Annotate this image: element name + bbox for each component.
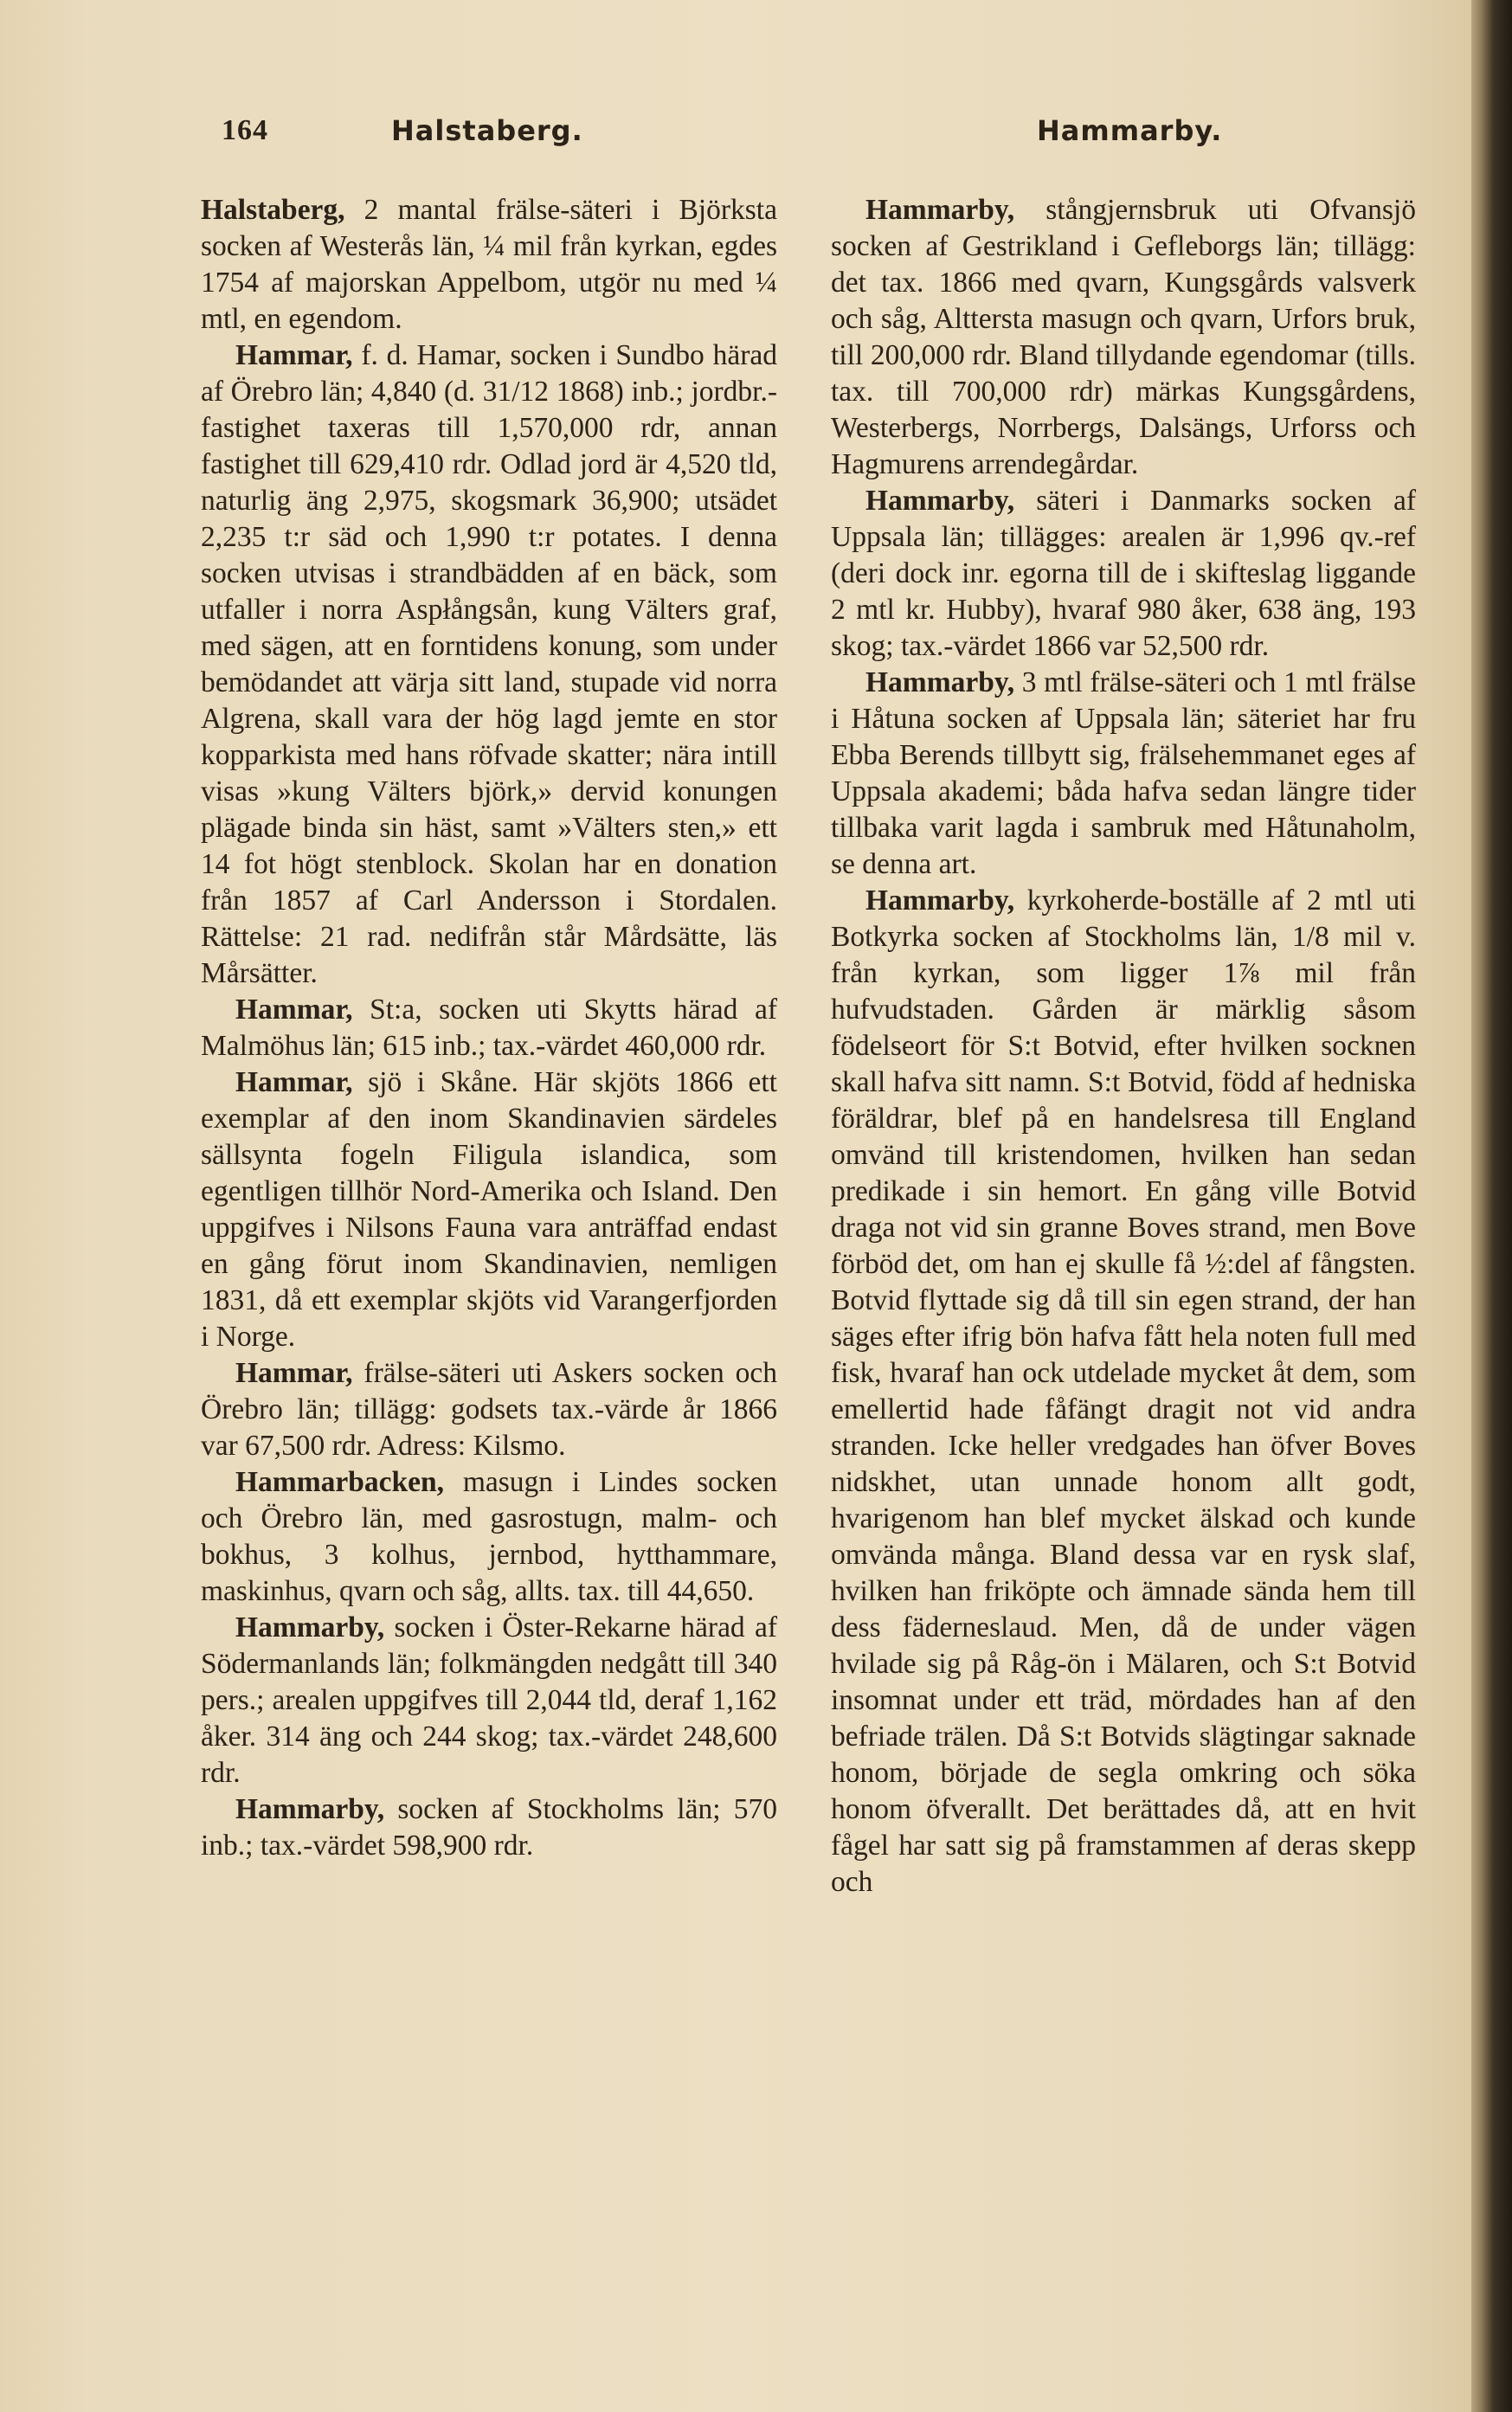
entry-term: Hammarby,: [865, 485, 1015, 517]
entry-text: 3 mtl frälse-säteri och 1 mtl frälse i Håtuna socken af Uppsala län; säteriet har fru Ebba Berends tillbytt sig, frälsehemmanet eges af Uppsala akademi; båda hafva sedan längre tider tillbaka varit lagda i sambruk med Håtunaholm, se denna art.: [831, 666, 1416, 880]
entry-term: Hammarby,: [865, 194, 1015, 226]
entry-text: frälse-säteri uti Askers socken och Örebro län; tillägg: godsets tax.-värde år 1866 var 67,500 rdr. Adress: Kilsmo.: [201, 1357, 777, 1462]
entry-hammar-sundbo: [201, 338, 777, 992]
entry-term: Hammarbacken,: [235, 1466, 444, 1498]
entry-hammar-skytts: [201, 992, 777, 1064]
entry-hammarby-bruk: [831, 192, 1416, 483]
entry-text: masugn i Lindes socken och Örebro län, med gasrostugn, malm- och bokhus, 3 kolhus, jernbod, hytthammare, maskinhus, qvarn och såg, allts. tax. till 44,650.: [201, 1466, 777, 1607]
entry-hammarby-botkyrka: [831, 883, 1416, 1901]
entry-halstaberg: [201, 192, 777, 338]
entry-hammarby-hatuna: [831, 665, 1416, 883]
entry-term: Hammar,: [235, 339, 353, 371]
page-number: 164: [222, 114, 268, 146]
entry-text: socken af Stockholms län; 570 inb.; tax.-värdet 598,900 rdr.: [201, 1793, 777, 1862]
entry-text: stångjernsbruk uti Ofvansjö socken af Gestrikland i Gefleborgs län; tillägg: det tax. 1866 med qvarn, Kungsgårds valsverk och såg, Alttersta masugn och qvarn, Urfors bruk, till 200,000 rdr. Bland tillydande egendomar (tills. tax. till 700,000 rdr) märkas Kungsgårdens, Westerbergs, Norrbergs, Dalsängs, Urforss och Hagmurens arrendegårdar.: [831, 194, 1416, 480]
entry-hammarby-stockholm: [201, 1791, 777, 1864]
entry-hammarby-danmark: [831, 483, 1416, 665]
entry-text: säteri i Danmarks socken af Uppsala län; tillägges: arealen är 1,996 qv.-ref (deri dock inr. egorna till de i skifteslag liggande 2 mtl kr. Hubby), hvaraf 980 åker, 638 äng, 193 skog; tax.-värdet 1866 var 52,500 rdr.: [831, 485, 1416, 662]
entry-text: St:a, socken uti Skytts härad af Malmöhus län; 615 inb.; tax.-värdet 460,000 rdr.: [201, 994, 777, 1062]
left-text-column: [201, 192, 777, 1864]
running-head-right: Hammarby.: [1037, 114, 1223, 147]
entry-text: sjö i Skåne. Här skjöts 1866 ett exemplar af den inom Skandinavien särdeles sällsynta fogeln Filigula islandica, som egentligen tillhör Nord-Amerika och Island. Den uppgifves i Nilsons Fauna vara anträffad endast en gång förut inom Skandinavien, nemligen 1831, då ett exemplar skjöts vid Varangerfjorden i Norge.: [201, 1066, 777, 1353]
entry-term: Hammar,: [235, 1066, 353, 1098]
right-text-column: [831, 192, 1416, 1901]
running-head-left: Halstaberg.: [391, 114, 583, 147]
entry-term: Hammarby,: [865, 666, 1015, 698]
entry-term: Halstaberg,: [201, 194, 345, 226]
entry-text: kyrkoherde-boställe af 2 mtl uti Botkyrka socken af Stockholms län, 1/8 mil v. från kyrkan, som ligger 1⅞ mil från hufvudstaden. Gården är märklig såsom födelseort för S:t Botvid, efter hvilken socknen skall hafva sitt namn. S:t Botvid, född af hedniska föräldrar, blef på en handelsresa till England omvänd till kristendomen, hvilken han sedan predikade i sin hemort. En gång ville Botvid draga not vid sin granne Boves strand, men Bove förböd det, om han ej skulle få ½:del af fångsten. Botvid flyttade sig då till sin egen strand, der han säges efter ifrig bön hafva fått hela noten full med fisk, hvaraf han ock utdelade mycket åt dem, som emellertid hade fåfängt dragit not vid andra stranden. Icke heller vredgades han öfver Boves nidskhet, utan unnade honom allt godt, hvarigenom han blef mycket älskad och kunde omvända många. Bland dessa var en rysk slaf, hvilken han friköpte och ämnade sända hem till dess fäderneslaud. Men, då de under vägen hvilade sig på Råg-ön i Mälaren, och S:t Botvid insomnat under ett träd, mördades han af den befriade trälen. Då S:t Botvids slägtingar saknade honom, började de segla omkring och söka honom öfverallt. Det berättades då, att en hvit fågel har satt sig på framstammen af deras skepp och: [831, 884, 1416, 1898]
entry-term: Hammarby,: [235, 1611, 385, 1643]
entry-text: 2 mantal frälse-säteri i Björksta socken af Westerås län, ¼ mil från kyrkan, egdes 1754 af majorskan Appelbom, utgör nu med ¼ mtl, en egendom.: [201, 194, 777, 335]
entry-term: Hammar,: [235, 994, 353, 1026]
entry-hammar-sjo: [201, 1064, 777, 1355]
entry-term: Hammarby,: [235, 1793, 385, 1825]
entry-hammar-asker: [201, 1355, 777, 1464]
entry-text: f. d. Hamar, socken i Sundbo härad af Örebro län; 4,840 (d. 31/12 1868) inb.; jordbr.-fastighet taxeras till 1,570,000 rdr, annan fastighet till 629,410 rdr. Odlad jord är 4,520 tld, naturlig äng 2,975, skogsmark 36,900; utsädet 2,235 t:r säd och 1,990 t:r potates. I denna socken utvisas i strandbädden af en bäck, som utfaller i norra Aspłångsån, kung Välters graf, med sägen, att en forntidens konung, som under bemödandet att värja sitt land, stupade vid norra Algrena, skall vara der hög lagd jemte en stor kopparkista med hans röfvade skatter; nära intill visas »kung Välters björk,» dervid konungen plägade binda sin häst, samt »Välters sten,» ett 14 fot högt stenblock. Skolan har en donation från 1857 af Carl Andersson i Stordalen. Rättelse: 21 rad. nedifrån står Mårdsätte, läs Mårsätter.: [201, 339, 777, 989]
entry-text: socken i Öster-Rekarne härad af Södermanlands län; folkmängden nedgått till 340 pers.; arealen uppgifves till 2,044 tld, deraf 1,162 åker. 314 äng och 244 skog; tax.-värdet 248,600 rdr.: [201, 1611, 777, 1789]
book-binding-edge: [1471, 0, 1512, 2412]
entry-term: Hammarby,: [865, 884, 1015, 917]
entry-term: Hammar,: [235, 1357, 353, 1389]
entry-hammarby-rekarne: [201, 1610, 777, 1791]
entry-hammarbacken: [201, 1464, 777, 1610]
